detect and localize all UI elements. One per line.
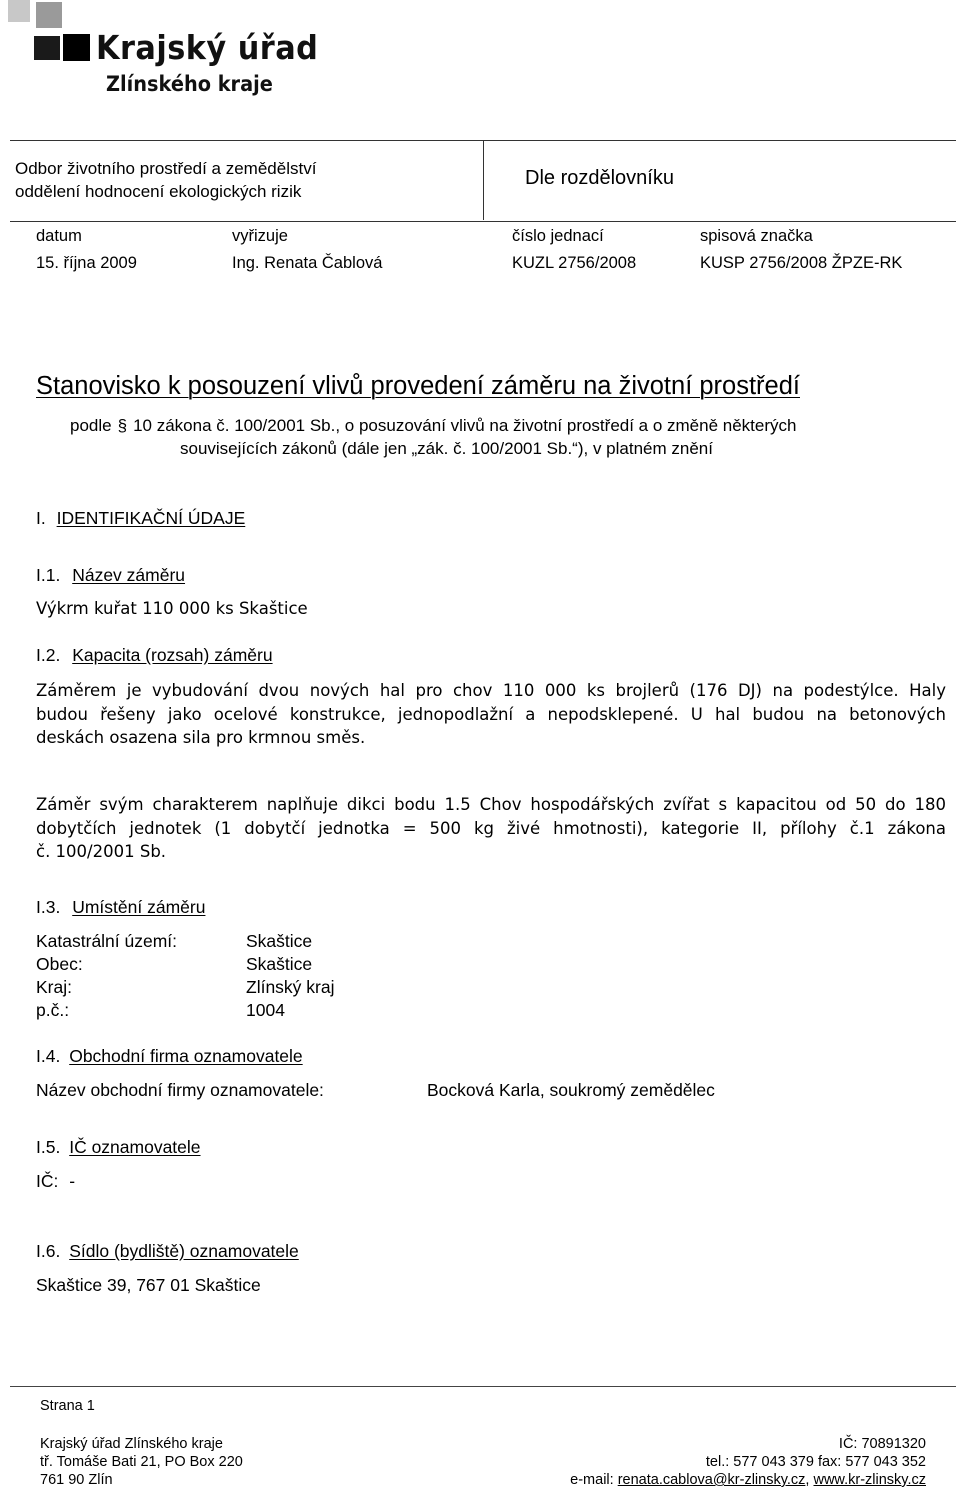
s15-title: IČ oznamovatele <box>69 1137 201 1157</box>
ic-value: - <box>69 1171 76 1191</box>
s12-p1-line1: Záměrem je vybudování dvou nových hal pro chov 110 000 ks brojlerů (176 DJ) na podestýlce. Haly <box>36 681 946 700</box>
recipient: Dle rozdělovníku <box>525 167 674 189</box>
s13-heading <box>36 897 205 918</box>
document-subtitle-line1 <box>70 416 796 436</box>
department-name: Odbor životního prostředí a zemědělství <box>15 159 317 178</box>
location-value: 1004 <box>246 1000 285 1020</box>
s11-title: Název záměru <box>72 565 186 585</box>
s15-heading <box>36 1137 201 1158</box>
location-label: Obec: <box>36 954 83 974</box>
date-value: 15. října 2009 <box>36 254 137 272</box>
footer-email-link[interactable]: renata.cablova@kr-zlinsky.cz <box>617 1472 806 1488</box>
document-subtitle-line2: souvisejících zákonů (dále jen „zák. č. 100/2001 Sb.“), v platném znění <box>180 439 713 458</box>
s16-number: I.6. <box>36 1241 61 1261</box>
s11-heading <box>36 565 185 586</box>
logo-square-light <box>8 0 30 22</box>
company-value: Bocková Karla, soukromý zemědělec <box>427 1080 715 1100</box>
footer-rule <box>10 1386 956 1387</box>
s16-heading <box>36 1241 299 1262</box>
paragraph-icon: § <box>117 416 128 435</box>
document-title: Stanovisko k posouzení vlivů provedení záměru na životní prostředí <box>36 372 800 400</box>
footer-ic: IČ: 70891320 <box>838 1436 926 1452</box>
subtitle-prefix: podle <box>70 416 112 435</box>
footer-tel: tel.: 577 043 379 fax: 577 043 352 <box>705 1454 926 1470</box>
ic-field <box>36 1171 75 1192</box>
logo-square-black <box>63 34 90 61</box>
file-value: KUSP 2756/2008 ŽPZE-RK <box>700 254 903 272</box>
section-heading <box>36 508 245 529</box>
footer-email-label: e-mail: <box>570 1472 614 1488</box>
subtitle-text-a: 10 zákona č. 100/2001 Sb., o posuzování vlivů na životní prostředí a o změně některých <box>133 416 797 435</box>
logo-subtitle: Zlínského kraje <box>106 72 273 96</box>
s13-title: Umístění záměru <box>72 897 206 917</box>
s12-paragraph-1 <box>36 679 946 750</box>
footer-contact: e-mail: renata.cablova@kr-zlinsky.cz, www.kr-zlinsky.cz <box>570 1472 926 1488</box>
file-label: spisová značka <box>700 227 813 245</box>
s15-number: I.5. <box>36 1137 61 1157</box>
s12-p2-line3: č. 100/2001 Sb. <box>36 842 167 861</box>
handler-value: Ing. Renata Čablová <box>232 254 383 272</box>
logo-square-gray <box>36 2 62 28</box>
s12-p2-line1: Záměr svým charakterem naplňuje dikci bodu 1.5 Chov hospodářských zvířat s kapacitou od 50 do 180 <box>36 795 946 814</box>
logo-square-dark <box>34 36 60 60</box>
ic-label: IČ: <box>36 1171 59 1191</box>
section-name: oddělení hodnocení ekologických rizik <box>15 182 302 201</box>
s12-p2-line2: dobytčích jednotek (1 dobytčí jednotka = 500 kg živé hmotnosti), kategorie II, přílohy č.1 zákona <box>36 818 946 838</box>
s13-number: I.3. <box>36 897 61 917</box>
ref-label: číslo jednací <box>512 227 604 245</box>
footer-org: Krajský úřad Zlínského kraje <box>40 1436 223 1452</box>
location-value: Skaštice <box>246 931 313 951</box>
s16-title: Sídlo (bydliště) oznamovatele <box>69 1241 299 1261</box>
s11-value: Výkrm kuřat 110 000 ks Skaštice <box>36 599 308 618</box>
company-label: Název obchodní firmy oznamovatele: <box>36 1080 324 1100</box>
s14-number: I.4. <box>36 1046 61 1066</box>
section-number: I. <box>36 508 46 528</box>
s12-paragraph-2 <box>36 793 946 864</box>
section-title: IDENTIFIKAČNÍ ÚDAJE <box>56 508 246 528</box>
footer-city: 761 90 Zlín <box>40 1472 113 1488</box>
s12-number: I.2. <box>36 645 61 665</box>
seat-value: Skaštice 39, 767 01 Skaštice <box>36 1275 261 1295</box>
location-label: Kraj: <box>36 977 72 997</box>
header-divider <box>483 140 484 220</box>
location-label: p.č.: <box>36 1000 70 1020</box>
handler-label: vyřizuje <box>232 227 288 245</box>
location-value: Skaštice <box>246 954 313 974</box>
page-number: Strana 1 <box>40 1398 95 1414</box>
footer-street: tř. Tomáše Bati 21, PO Box 220 <box>40 1454 243 1470</box>
s12-title: Kapacita (rozsah) záměru <box>72 645 273 665</box>
s12-heading <box>36 645 273 666</box>
location-value: Zlínský kraj <box>246 977 335 997</box>
logo-title: Krajský úřad <box>96 28 319 67</box>
date-label: datum <box>36 227 82 245</box>
ref-value: KUZL 2756/2008 <box>512 254 637 272</box>
s14-title: Obchodní firma oznamovatele <box>69 1046 303 1066</box>
location-label: Katastrální území: <box>36 931 178 951</box>
footer-web-link[interactable]: www.kr-zlinsky.cz <box>813 1472 926 1488</box>
s11-number: I.1. <box>36 565 61 585</box>
s12-p1-line3: deskách osazena sila pro krmnou směs. <box>36 728 366 747</box>
s14-heading <box>36 1046 303 1067</box>
s12-p1-line2: budou řešeny jako ocelové konstrukce, jednopodlažní a nepodsklepené. U hal budou na betonových <box>36 704 946 724</box>
